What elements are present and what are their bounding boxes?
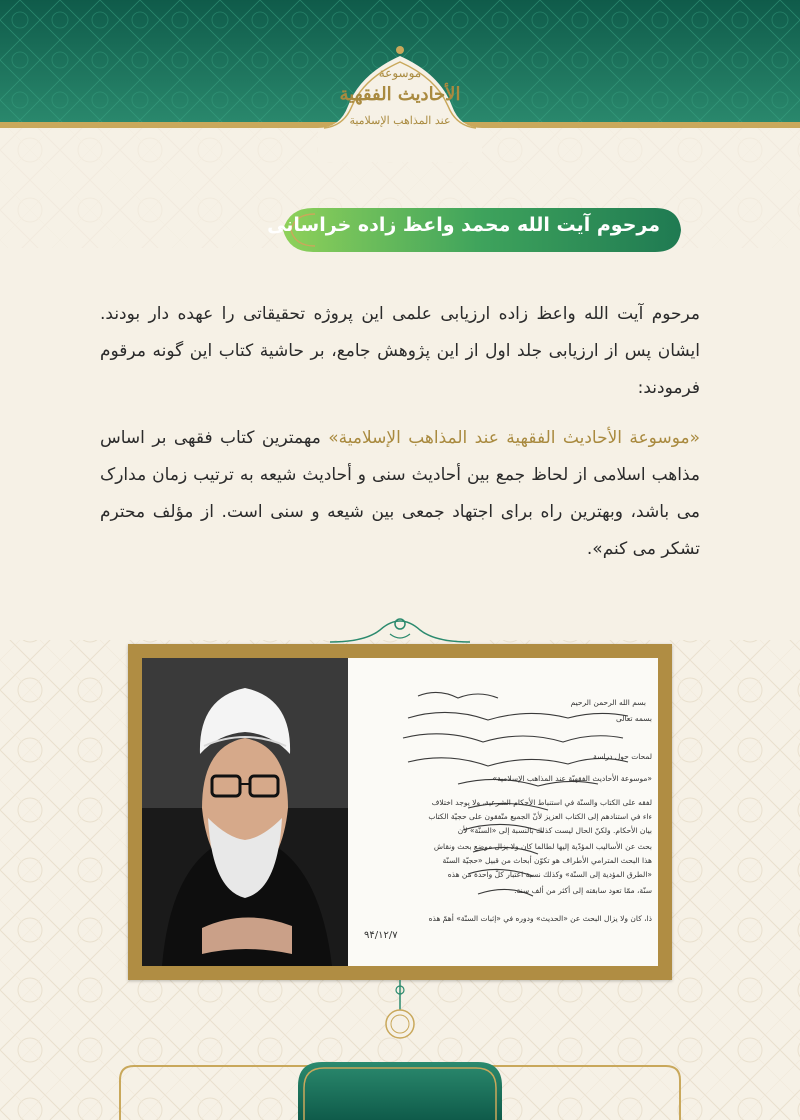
handwriting-date: ۹۴/۱۲/۷ <box>364 930 398 941</box>
handwritten-document <box>348 658 658 966</box>
doc-line: لفقه على الكتاب والسنّة في استنباط الأحكام الشرعية، ولا يوجد اختلاف <box>431 798 652 807</box>
logo-line-2: الأحاديث الفقهية <box>339 84 461 105</box>
doc-line: «الطرق المؤدية إلى السنّة» وكذلك نسبة اعتبار كلّ واحدة من هذه <box>447 870 652 879</box>
logo-line-1: موسوعة <box>378 66 422 80</box>
intro-paragraph: مرحوم آیت الله واعظ زاده ارزیابی علمی این پروژه تحقیقاتی را عهده دار بودند. ایشان پس از ارزیابی جلد اول از این پژوهش جامع، بر حاشیة کتاب این گونه مرقوم فرمودند: <box>100 304 700 398</box>
page-tab <box>298 1062 502 1120</box>
doc-line: بحث عن الأساليب المؤدّية إليها لطالما كان ولا يزال موضع بحث ونقاش <box>433 842 652 851</box>
doc-line: بيان الأحكام. ولكنّ الحال ليست كذلك بالنسبة إلى «السنّة» لأن <box>457 826 652 835</box>
quote-paragraph <box>100 420 700 568</box>
photo-frame <box>128 644 672 980</box>
doc-line: «موسوعة الأحاديث الفقهيّة عند المذاهب الإسلامية» <box>492 774 652 783</box>
quoted-book-title: «موسوعة الأحادیث الفقهیة عند المذاهب الإسلامیة» <box>328 428 701 448</box>
doc-line: بسمه تعالى <box>615 714 652 723</box>
doc-line: سنّة، ممّا تعود سابقته إلى أكثر من ألف سنة. <box>514 886 652 895</box>
doc-line: لمحات حول دراسة <box>593 752 652 761</box>
doc-line: ءاء في استنادهم إلى الكتاب العزيز لأنّ الجميع متّفقون على حجيّة الكتاب <box>428 812 652 821</box>
photo-inner <box>142 658 658 966</box>
logo-line-3: عند المذاهب الإسلامية <box>349 114 451 127</box>
portrait-image <box>142 658 348 966</box>
doc-line: ذا، كان ولا يزال البحث عن «الحديث» ودوره في «إثبات السنّة» أهمّ هذه <box>428 914 652 923</box>
doc-line: هذا البحث المترامي الأطراف هو تكوّن أبحاث من قبيل «حجيّة السنّة <box>442 856 652 865</box>
quote-text: مهمترین کتاب فقهی بر اساس مذاهب اسلامی از لحاظ جمع بین أحادیث سنی و أحادیث شیعه به ترتیب زمان مدارک می باشد، وبهترین راه برای اجتهاد جمعی بین شیعه و سنی است. از مؤلف محترم تشکر می کنم». <box>100 428 700 559</box>
section-title: مرحوم آیت الله محمد واعظ زاده خراسانی <box>267 214 660 236</box>
bottom-ornament <box>360 980 440 1040</box>
logo <box>300 44 500 162</box>
handwriting-basmala: بسم الله الرحمن الرحیم <box>570 698 646 707</box>
